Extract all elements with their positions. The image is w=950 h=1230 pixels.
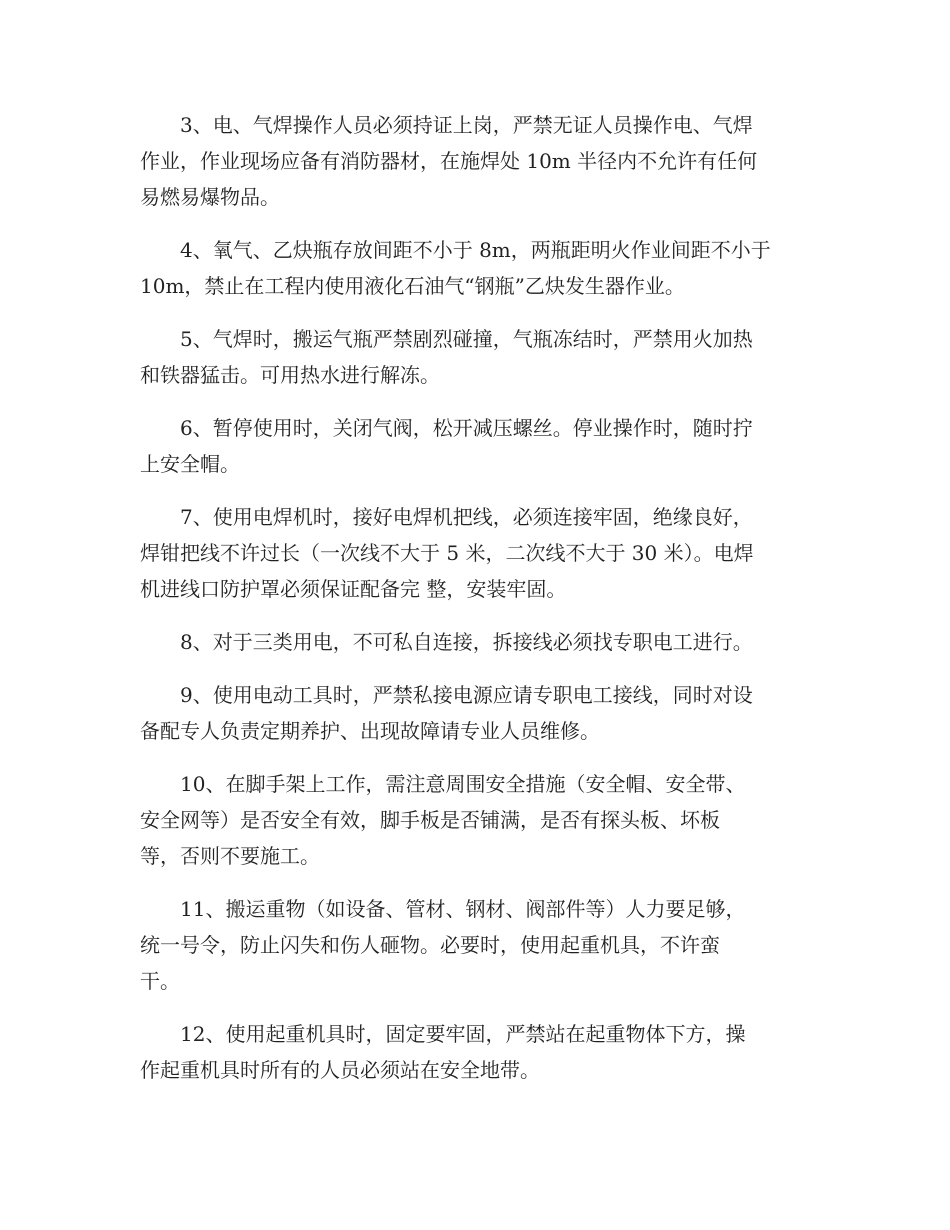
paragraph-line: 8、对于三类用电，不可私自连接，拆接线必须找专职电工进行。 <box>180 630 753 654</box>
paragraph-line: 机进线口防护罩必须保证配备完 整，安装牢固。 <box>140 577 567 601</box>
paragraph-line: 和铁器猛击。可用热水进行解冻。 <box>140 363 440 387</box>
paragraph-line: 4、氧气、乙炔瓶存放间距不小于 8m，两瓶距明火作业间距不小于 <box>180 238 771 262</box>
paragraph-line: 等，否则不要施工。 <box>140 844 320 868</box>
paragraph-line: 干。 <box>140 969 180 993</box>
paragraph-line: 上安全帽。 <box>140 452 240 476</box>
paragraph-line: 3、电、气焊操作人员必须持证上岗，严禁无证人员操作电、气焊 <box>180 113 753 137</box>
paragraph-line: 10m，禁止在工程内使用液化石油气“钢瓶”乙炔发生器作业。 <box>140 274 685 298</box>
paragraph-10 <box>140 766 812 874</box>
paragraph-line: 统一号令，防止闪失和伤人砸物。必要时，使用起重机具，不许蛮 <box>140 933 720 957</box>
paragraph-line: 焊钳把线不许过长（一次线不大于 5 米，二次线不大于 30 米）。电焊 <box>140 541 754 565</box>
paragraph-9 <box>140 677 812 749</box>
paragraph-3 <box>140 107 812 215</box>
paragraph-line: 安全网等）是否安全有效，脚手板是否铺满，是否有探头板、坏板 <box>140 808 720 832</box>
paragraph-4 <box>140 232 812 304</box>
paragraph-line: 备配专人负责定期养护、出现故障请专业人员维修。 <box>140 719 600 743</box>
document-body <box>140 107 812 1105</box>
paragraph-line: 易燃易爆物品。 <box>140 185 280 209</box>
paragraph-line: 10、在脚手架上工作，需注意周围安全措施（安全帽、安全带、 <box>180 772 746 796</box>
paragraph-8 <box>140 624 812 660</box>
paragraph-line: 9、使用电动工具时，严禁私接电源应请专职电工接线，同时对设 <box>180 683 753 707</box>
paragraph-11 <box>140 891 812 999</box>
paragraph-line: 作起重机具时所有的人员必须站在安全地带。 <box>140 1058 540 1082</box>
paragraph-line: 11、搬运重物（如设备、管材、钢材、阀部件等）人力要足够， <box>180 897 746 921</box>
paragraph-line: 作业，作业现场应备有消防器材，在施焊处 10m 半径内不允许有任何 <box>140 149 758 173</box>
paragraph-line: 12、使用起重机具时，固定要牢固，严禁站在起重物体下方，操 <box>180 1022 746 1046</box>
paragraph-7 <box>140 499 812 607</box>
paragraph-12 <box>140 1016 812 1088</box>
paragraph-6 <box>140 410 812 482</box>
paragraph-5 <box>140 321 812 393</box>
paragraph-line: 7、使用电焊机时，接好电焊机把线，必须连接牢固，绝缘良好， <box>180 505 753 529</box>
paragraph-line: 6、暂停使用时，关闭气阀，松开减压螺丝。停业操作时，随时拧 <box>180 416 753 440</box>
paragraph-line: 5、气焊时，搬运气瓶严禁剧烈碰撞，气瓶冻结时，严禁用火加热 <box>180 327 753 351</box>
